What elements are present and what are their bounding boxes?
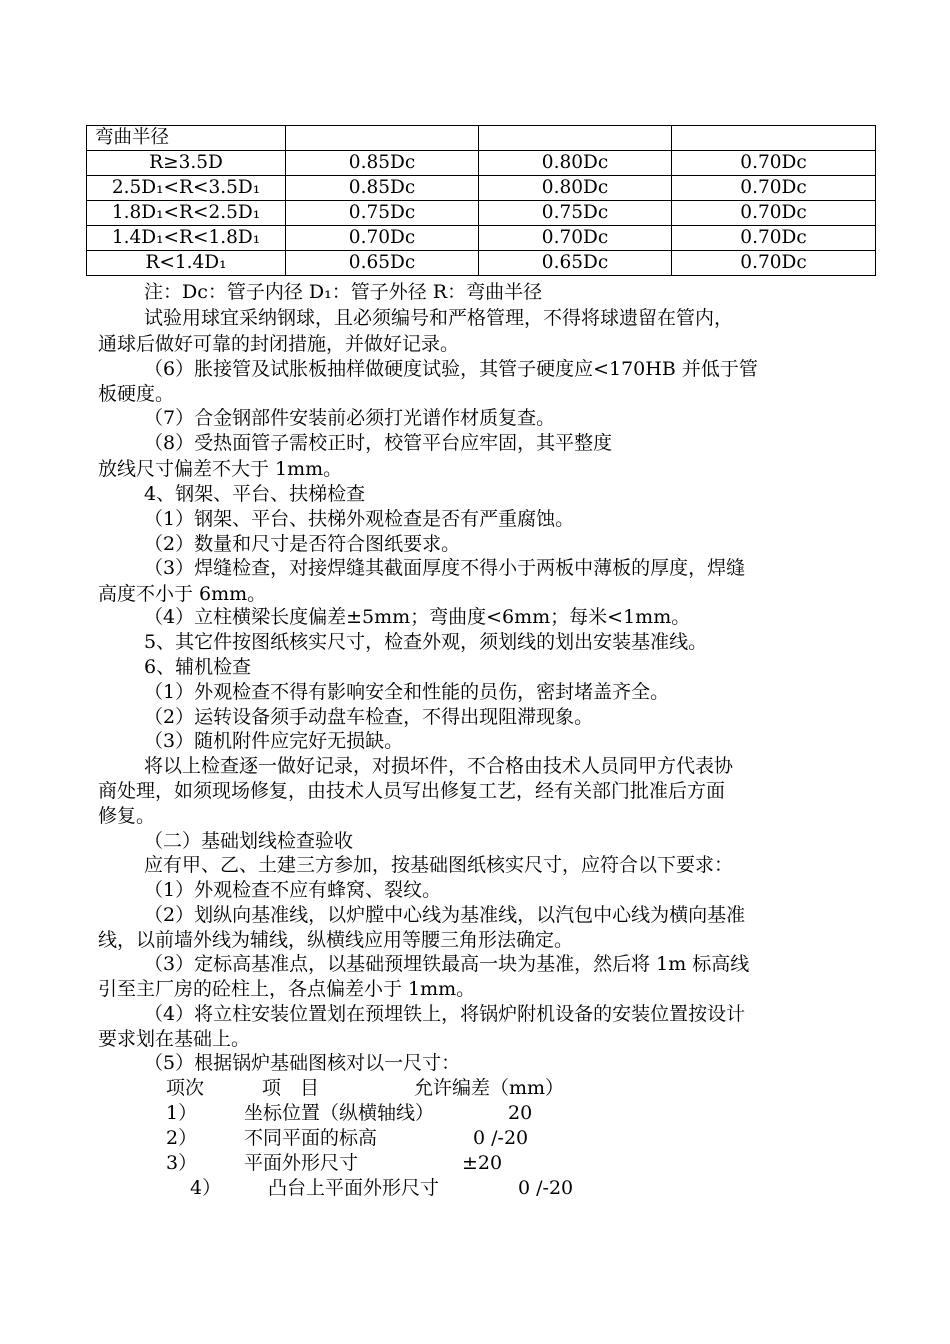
dim-row-no: 1） [166,1102,198,1124]
body-line: 应有甲、乙、土建三方参加，按基础图纸核实尺寸，应符合以下要求： [144,854,734,876]
radius-cell: 1.8D₁<R<2.5D₁ [87,201,286,226]
table-header-row [87,126,876,151]
dim-row-item: 平面外形尺寸 [244,1152,359,1174]
dim-row-no: 4） [190,1177,222,1199]
bend-radius-table [86,125,876,276]
body-line: 板硬度。 [98,383,175,405]
body-line: 试验用球宜采纳钢球，且必须编号和严格管理，不得将球遗留在管内， [144,307,734,329]
radius-cell: 2.5D₁<R<3.5D₁ [87,176,286,201]
body-line: 引至主厂房的砼柱上，各点偏差小于 1mm。 [98,978,476,1000]
value-cell: 0.70Dc [672,176,876,201]
body-line: 要求划在基础上。 [98,1028,251,1050]
table-row [87,176,876,201]
body-line: 通球后做好可靠的封闭措施，并做好记录。 [98,333,460,355]
section-heading: 5、其它件按图纸核实尺寸，检查外观，须划线的划出安装基准线。 [144,631,708,653]
radius-cell: 1.4D₁<R<1.8D₁ [87,226,286,251]
body-line: （1）钢架、平台、扶梯外观检查是否有严重腐蚀。 [144,508,575,530]
body-line: 线，以前墙外线为辅线，纵横线应用等腰三角形法确定。 [98,929,574,951]
value-cell: 0.65Dc [479,251,672,276]
body-line: （2）划纵向基准线，以炉膛中心线为基准线，以汽包中心线为横向基准 [144,904,746,926]
dim-header-col3: 允许编差（mm） [414,1077,565,1099]
value-cell: 0.85Dc [286,176,479,201]
header-cell: 弯曲半径 [87,126,286,151]
body-line: （8）受热面管子需校正时，校管平台应牢固，其平整度 [144,432,613,454]
value-cell: 0.80Dc [479,151,672,176]
value-cell: 0.75Dc [286,201,479,226]
body-line: （7）合金钢部件安装前必须打光谱作材质复查。 [144,407,556,429]
dim-row-item: 不同平面的标高 [244,1127,378,1149]
body-line: 放线尺寸偏差不大于 1mm。 [98,458,343,480]
table-row [87,151,876,176]
body-line: （2）运转设备须手动盘车检查，不得出现阻滞现象。 [144,706,594,728]
value-cell: 0.70Dc [286,226,479,251]
body-line: （3）定标高基准点，以基础预埋铁最高一块为基准，然后将 1m 标高线 [144,953,750,975]
section-heading: 6、辅机检查 [144,656,252,678]
table-note: 注：Dc：管子内径 D₁：管子外径 R：弯曲半径 [144,281,543,303]
value-cell: 0.80Dc [479,176,672,201]
dim-row-item: 凸台上平面外形尺寸 [268,1177,440,1199]
header-cell-empty [286,126,479,151]
dim-row-no: 3） [166,1152,198,1174]
body-line: （1）外观检查不得有影响安全和性能的员伤，密封堵盖齐全。 [144,681,670,703]
value-cell: 0.85Dc [286,151,479,176]
value-cell: 0.75Dc [479,201,672,226]
table-row [87,201,876,226]
body-line: （3）焊缝检查，对接焊缝其截面厚度不得小于两板中薄板的厚度，焊缝 [144,557,746,579]
radius-cell: R≥3.5D [87,151,286,176]
dim-header-col1: 项次 [166,1077,205,1099]
section-heading: 4、钢架、平台、扶梯检查 [144,483,366,505]
header-cell-empty [479,126,672,151]
table-row [87,251,876,276]
value-cell: 0.70Dc [672,151,876,176]
dim-row-tol: 0 /-20 [473,1127,529,1149]
dim-row-tol: ±20 [462,1152,503,1174]
value-cell: 0.70Dc [672,226,876,251]
body-line: （3）随机附件应完好无损缺。 [144,730,404,752]
body-line: （4）立柱横梁长度偏差±5mm；弯曲度<6mm；每米<1mm。 [144,606,691,628]
radius-cell: R<1.4D₁ [87,251,286,276]
body-line: （5）根据锅炉基础图核对以一尺寸： [144,1052,461,1074]
value-cell: 0.70Dc [672,251,876,276]
body-line: （2）数量和尺寸是否符合图纸要求。 [144,533,461,555]
dim-header-col2: 项 目 [262,1077,320,1099]
body-line: （1）外观检查不应有蜂窝、裂纹。 [144,879,442,901]
value-cell: 0.70Dc [672,201,876,226]
section-heading: （二）基础划线检查验收 [144,830,354,852]
value-cell: 0.65Dc [286,251,479,276]
dim-row-no: 2） [166,1127,198,1149]
body-line: 高度不小于 6mm。 [98,583,267,605]
dim-row-tol: 0 /-20 [518,1177,574,1199]
body-line: 将以上检查逐一做好记录，对损坏件，不合格由技术人员同甲方代表协 [144,755,734,777]
dim-row-item: 坐标位置（纵横轴线） [244,1102,435,1124]
body-line: （6）胀接管及试胀板抽样做硬度试验，其管子硬度应<170HB 并低于管 [144,358,758,380]
table-row [87,226,876,251]
body-line: 修复。 [98,805,156,827]
header-cell-empty [672,126,876,151]
dim-row-tol: 20 [508,1102,533,1124]
value-cell: 0.70Dc [479,226,672,251]
body-line: （4）将立柱安装位置划在预埋铁上，将锅炉附机设备的安装位置按设计 [144,1003,746,1025]
body-line: 商处理，如须现场修复，由技术人员写出修复工艺，经有关部门批准后方面 [98,780,726,802]
